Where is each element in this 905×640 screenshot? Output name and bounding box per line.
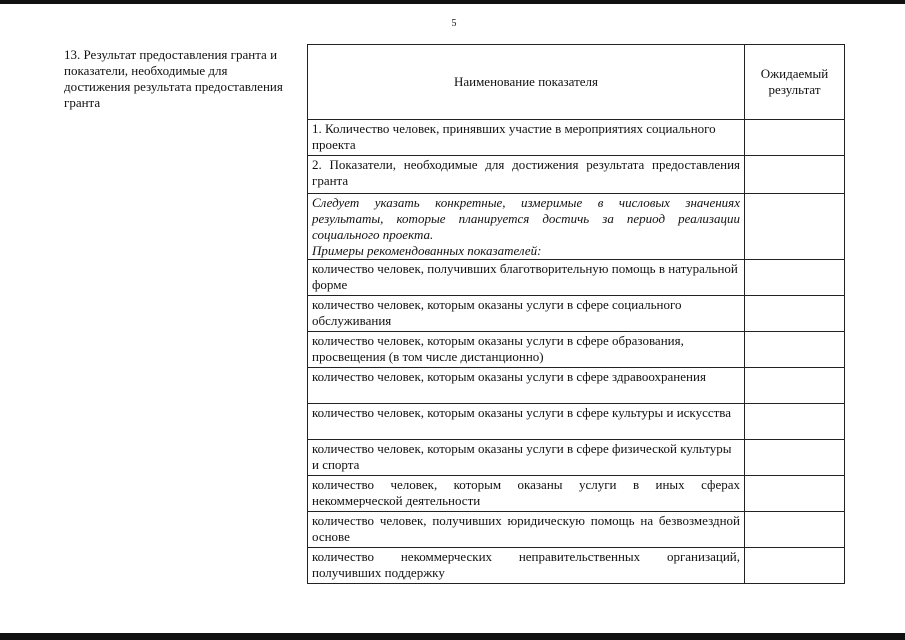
expected-result-cell: [745, 296, 845, 332]
expected-result-cell: [745, 260, 845, 296]
expected-result-cell: [745, 512, 845, 548]
table-row: [308, 440, 845, 476]
section-heading: 13. Результат предоставления гранта и показатели, необходимые для достижения результата предоставления гранта: [64, 47, 283, 110]
expected-result-cell: [745, 120, 845, 156]
expected-result-header: Ожидаемый результат: [745, 45, 845, 120]
table-row-note: [308, 194, 845, 260]
expected-result-cell: [745, 404, 845, 440]
top-border: [0, 0, 905, 4]
table-row: [308, 368, 845, 404]
expected-result-cell: [745, 440, 845, 476]
table-row: [308, 296, 845, 332]
table-row: [308, 548, 845, 584]
table-row: [308, 120, 845, 156]
indicator-name-cell: 2. Показатели, необходимые для достижения результата предоставления гранта: [308, 156, 745, 194]
table-row: [308, 476, 845, 512]
indicator-name-cell: количество человек, которым оказаны услуги в сфере социального обслуживания: [308, 296, 745, 332]
indicators-table: [307, 44, 845, 584]
indicator-name-cell: количество человек, которым оказаны услуги в иных сферах некоммерческой деятельности: [308, 476, 745, 512]
table-row: [308, 156, 845, 194]
expected-result-cell: [745, 156, 845, 194]
indicator-name-cell: количество человек, получивших благотворительную помощь в натуральной форме: [308, 260, 745, 296]
indicator-name-cell: количество некоммерческих неправительственных организаций, получивших поддержку: [308, 548, 745, 584]
indicator-name-cell: количество человек, которым оказаны услуги в сфере культуры и искусства: [308, 404, 745, 440]
indicator-name-cell: количество человек, которым оказаны услуги в сфере здравоохранения: [308, 368, 745, 404]
indicator-name-cell: количество человек, которым оказаны услуги в сфере образования, просвещения (в том числе дистанционно): [308, 332, 745, 368]
expected-result-cell: [745, 476, 845, 512]
expected-result-cell: [745, 332, 845, 368]
indicator-name-header: Наименование показателя: [308, 45, 745, 120]
table-header-row: [308, 45, 845, 120]
bottom-border: [0, 633, 905, 640]
instruction-note-cell: [308, 194, 745, 260]
examples-label: Примеры рекомендованных показателей:: [312, 243, 542, 258]
indicator-name-cell: 1. Количество человек, принявших участие в мероприятиях социального проекта: [308, 120, 745, 156]
expected-result-cell: [745, 548, 845, 584]
instruction-note-text: Следует указать конкретные, измеримые в числовых значениях результаты, которые планируется достичь за период реализации социального проекта.: [312, 195, 740, 242]
indicator-name-cell: количество человек, которым оказаны услуги в сфере физической культуры и спорта: [308, 440, 745, 476]
expected-result-cell: [745, 368, 845, 404]
table-row: [308, 512, 845, 548]
table-row: [308, 260, 845, 296]
page-number: 5: [451, 18, 457, 29]
table-row: [308, 332, 845, 368]
table-row: [308, 404, 845, 440]
expected-result-cell: [745, 194, 845, 260]
indicator-name-cell: количество человек, получивших юридическую помощь на безвозмездной основе: [308, 512, 745, 548]
